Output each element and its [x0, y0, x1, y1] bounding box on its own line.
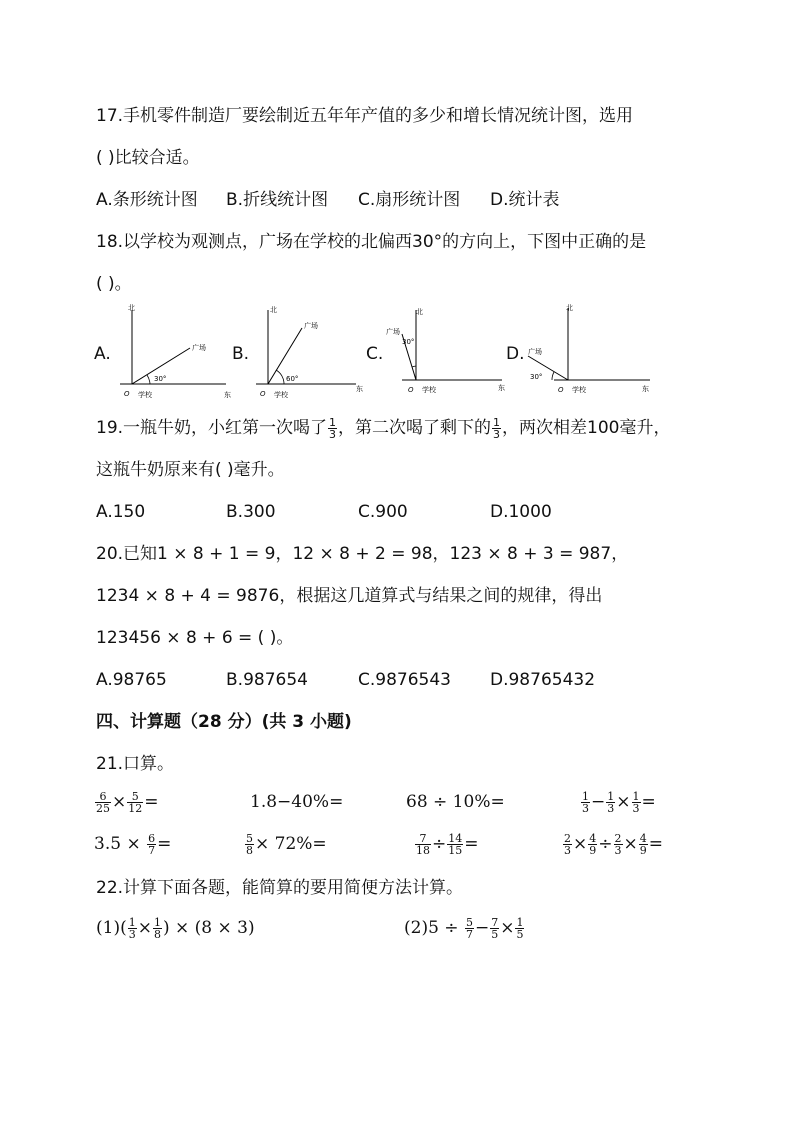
angle-label: 60°	[286, 375, 299, 383]
q18-diagram-d	[522, 300, 656, 400]
q18-option-b-label: B.	[232, 344, 250, 364]
q21-r1c3: 68 ÷ 10%=	[406, 792, 505, 812]
square-label: 广场	[192, 344, 206, 352]
angle-label: 30°	[530, 373, 543, 381]
east-label: 东	[224, 391, 231, 399]
q21-r1c1: $\frac{6}{25}$ × $\frac{5}{12}$ =	[96, 790, 159, 815]
north-label: 北	[128, 304, 135, 312]
north-label: 北	[270, 306, 277, 314]
q22-part2: (2)5 ÷ $\frac{5}{7}$ − $\frac{7}{5}$ × $\frac{1}{5}$	[404, 916, 524, 941]
east-label: 东	[356, 385, 363, 393]
q19-text-part1: 19.一瓶牛奶，小红第一次喝了	[96, 418, 328, 438]
q20-line2: 1234 × 8 + 4 = 9876，根据这几道算式与结果之间的规律，得出	[96, 586, 603, 606]
q21-r2c2: $\frac{5}{8}$ × 72%=	[246, 832, 327, 857]
q20-option-a: A.98765	[96, 670, 167, 690]
fraction: $\frac{1}{3}$	[329, 415, 337, 441]
q18-option-a-label: A.	[94, 344, 111, 364]
q19-option-b: B.300	[226, 502, 276, 522]
q20-line3: 123456 × 8 + 6 = ( )。	[96, 628, 294, 648]
school-label: 学校	[422, 386, 436, 394]
square-label: 广场	[386, 328, 400, 336]
q22-part1: (1)( $\frac{1}{3}$ × $\frac{1}{8}$ ) × (8 × 3)	[96, 916, 255, 941]
angle-label: 30°	[154, 375, 167, 383]
q19-line2: 这瓶牛奶原来有( )毫升。	[96, 460, 285, 480]
q18-line1: 18.以学校为观测点，广场在学校的北偏西30°的方向上，下图中正确的是	[96, 232, 647, 252]
angle-label: 30°	[402, 338, 415, 346]
origin-label: O	[408, 386, 414, 394]
q18-option-c-label: C.	[366, 344, 384, 364]
q18-diagram-a	[108, 300, 232, 400]
origin-label: O	[558, 386, 564, 394]
q21-r2c4: $\frac{2}{3}$ × $\frac{4}{9}$ ÷ $\frac{2}{3}$ × $\frac{4}{9}$ =	[564, 832, 663, 857]
q20-line1: 20.已知1 × 8 + 1 = 9，12 × 8 + 2 = 98，123 × 8 + 3 = 987，	[96, 544, 629, 564]
square-label: 广场	[304, 322, 318, 330]
origin-label: O	[260, 390, 266, 398]
q17-option-c: C.扇形统计图	[358, 190, 461, 210]
school-label: 学校	[138, 391, 152, 399]
east-label: 东	[642, 385, 649, 393]
fraction: $\frac{1}{3}$	[493, 415, 501, 441]
q19-option-a: A.150	[96, 502, 146, 522]
q21-r1c2: 1.8−40%=	[250, 792, 344, 812]
origin-label: O	[124, 390, 130, 398]
q21-r1c4: $\frac{1}{3}$ − $\frac{1}{3}$ × $\frac{1}{3}$ =	[582, 790, 656, 815]
q18-diagram-b	[244, 300, 368, 400]
q21-r2c3: $\frac{7}{18}$ ÷ $\frac{14}{15}$ =	[416, 832, 479, 857]
q18-diagram-c	[384, 300, 508, 400]
north-label: 北	[416, 308, 423, 316]
q19-text-part2: ，第二次喝了剩下的	[338, 418, 492, 438]
q18-line2: ( )。	[96, 274, 132, 294]
square-label: 广场	[528, 348, 542, 356]
q21-title: 21.口算。	[96, 754, 175, 774]
q17-option-d: D.统计表	[490, 190, 560, 210]
q19-option-d: D.1000	[490, 502, 552, 522]
q19-text-part3: ，两次相差100毫升，	[502, 418, 671, 438]
school-label: 学校	[274, 391, 288, 399]
q18-option-d-label: D.	[506, 344, 525, 364]
q17-line1: 17.手机零件制造厂要绘制近五年年产值的多少和增长情况统计图，选用	[96, 106, 634, 126]
q17-line2: ( )比较合适。	[96, 148, 200, 168]
q19-option-c: C.900	[358, 502, 408, 522]
q17-option-b: B.折线统计图	[226, 190, 329, 210]
east-label: 东	[498, 384, 505, 392]
school-label: 学校	[572, 386, 586, 394]
q21-r2c1: 3.5 × $\frac{6}{7}$ =	[94, 832, 172, 857]
q20-option-c: C.9876543	[358, 670, 451, 690]
q17-option-a: A.条形统计图	[96, 190, 198, 210]
q20-option-d: D.98765432	[490, 670, 596, 690]
section4-title: 四、计算题（28 分）(共 3 小题)	[96, 712, 352, 732]
north-label: 北	[566, 304, 573, 312]
q19-line1	[96, 416, 671, 440]
q22-title: 22.计算下面各题，能简算的要用简便方法计算。	[96, 878, 464, 898]
q20-option-b: B.987654	[226, 670, 308, 690]
